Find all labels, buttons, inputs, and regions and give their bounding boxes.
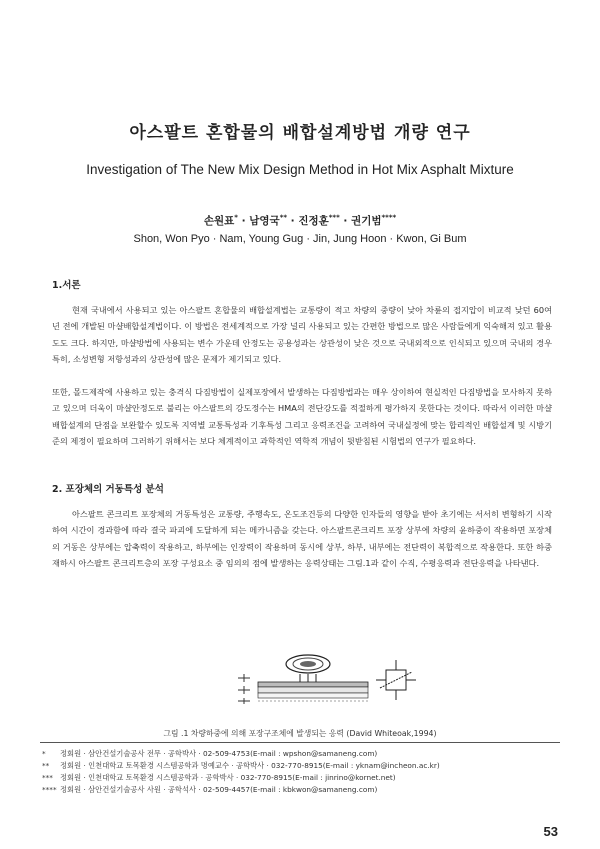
footnote-marker: **** xyxy=(42,785,57,794)
author-1-mark: * xyxy=(234,213,238,222)
authors-english: Shon, Won Pyo · Nam, Young Gug · Jin, Jung Hoon · Kwon, Gi Bum xyxy=(133,233,467,245)
footnote-item xyxy=(42,760,562,772)
load-arrows-icon xyxy=(300,674,316,682)
footnote-item xyxy=(42,784,562,796)
author-1: 손원표 xyxy=(203,215,235,227)
footnote-item xyxy=(42,748,562,760)
author-sep: · xyxy=(237,215,250,227)
stress-box-icon xyxy=(376,660,416,700)
author-3: 진정훈 xyxy=(298,215,329,227)
footnote-text: 정회원 · 삼안건설기술공사 전무 · 공학박사 · 02-509-4753(E-mail : wpshon@samaneng.com) xyxy=(60,749,378,758)
footnote-text: 정회원 · 삼안건설기술공사 사원 · 공학석사 · 02-509-4457(E-mail : kbkwon@samaneng.com) xyxy=(60,785,378,794)
page-number: 53 xyxy=(543,824,558,839)
author-4: 권기범 xyxy=(351,215,382,227)
footnote-divider xyxy=(40,742,560,743)
figure-caption: 그림 .1 차량하중에 의해 포장구조체에 발생되는 응력 (David Whiteoak,1994) xyxy=(163,729,437,738)
footnote-marker: ** xyxy=(42,761,50,770)
author-2-mark: ** xyxy=(279,213,288,222)
footnote-text: 정회원 · 인천대학교 토목환경 시스템공학과 · 공학박사 · 032-770-8915(E-mail : jinrino@kornet.net) xyxy=(60,773,396,782)
author-3-mark: *** xyxy=(328,213,340,222)
title-english: Investigation of The New Mix Design Method in Hot Mix Asphalt Mixture xyxy=(86,162,514,177)
author-2: 남영국 xyxy=(249,215,280,227)
footnote-marker: * xyxy=(42,749,46,758)
stress-element-icon xyxy=(238,674,250,704)
section-2-heading: 2. 포장체의 거동특성 분석 xyxy=(52,484,164,495)
stress-figure xyxy=(230,652,430,714)
section-1-paragraph-2: 또한, 몰드제작에 사용하고 있는 충격식 다짐방법이 실제포장에서 발생하는 다짐방법과는 매우 상이하여 현실적인 다짐방법을 모사하지 못하고 있으며 더욱이 마샬안정도로 불리는 아스팔트의 강도정수는 HMA의 전단강도를 적절하게 평가하지 못한다는 것이다. 따라서 이러한 마샬배합설계의 단점을 보완할수 있도록 지역별 교통특성과 기후특성 그리고 응력조건을 고려하여 국내실정에 맞는 합리적인 배합설계 및 시방기준의 제정이 필요하며 그러하기 위해서는 보다 체계적이고 과학적인 역학적 개념이 뒷받침된 시험법의 연구가 필요하다. xyxy=(52,387,552,446)
wheel-icon xyxy=(286,655,330,673)
footnote-item xyxy=(42,772,562,784)
footnote-marker: *** xyxy=(42,773,53,782)
author-sep: · xyxy=(339,215,352,227)
section-1-heading: 1.서론 xyxy=(52,280,81,291)
authors-korean xyxy=(0,213,600,228)
author-4-mark: **** xyxy=(381,213,397,222)
footnote-text: 정회원 · 인천대학교 토목환경 시스템공학과 명예교수 · 공학박사 · 032-770-8915(E-mail : yknam@incheon.ac.kr) xyxy=(60,761,440,770)
section-2-paragraph-1: 아스팔트 콘크리트 포장체의 거동특성은 교통량, 주행속도, 온도조건등의 다양한 인자들의 영향을 받아 초기에는 서서히 변형하기 시작하여 시간이 경과함에 따라 결국 파괴에 도달하게 되는 메카니즘을 갖는다. 아스팔트콘크리트 포장 상부에 차량의 윤하중이 작용하면 포장체의 거동은 상부에는 압축력이 작용하고, 하부에는 인장력이 작용하며 동시에 상부, 하부, 내부에는 전단력이 복합적으로 작용한다. 또한 하중 재하시 아스팔트 콘크리트층의 포장 구성요소 중 임의의 점에 발생하는 응력상태는 그림.1과 같이 수직, 수평응력과 전단응력을 나타낸다. xyxy=(52,509,552,568)
author-sep: · xyxy=(287,215,299,227)
pavement-layers-icon xyxy=(258,682,368,701)
title-korean: 아스팔트 혼합물의 배합설계방법 개량 연구 xyxy=(129,123,471,143)
section-1-paragraph-1: 현재 국내에서 사용되고 있는 아스팔트 혼합물의 배합설계법는 교통량이 적고 차량의 중량이 낮아 차륜의 접지압이 비교적 낮던 60여 년 전에 개발된 마샬배합설계법이다. 이 방법은 전세계적으로 가장 널리 사용되고 있는 간편한 방법으로 많은 사람들에게 익숙해져 있고 활용도도 크다. 하지만, 마샬방법에 사용되는 변수 가운데 안정도는 공용성과는 상관성이 낮은 것으로 국내외적으로 인식되고 있으며 국내의 경우 특히, 소성변형 저항성과의 상관성에 많은 문제가 제기되고 있다. xyxy=(52,305,552,364)
footnotes xyxy=(42,748,562,796)
